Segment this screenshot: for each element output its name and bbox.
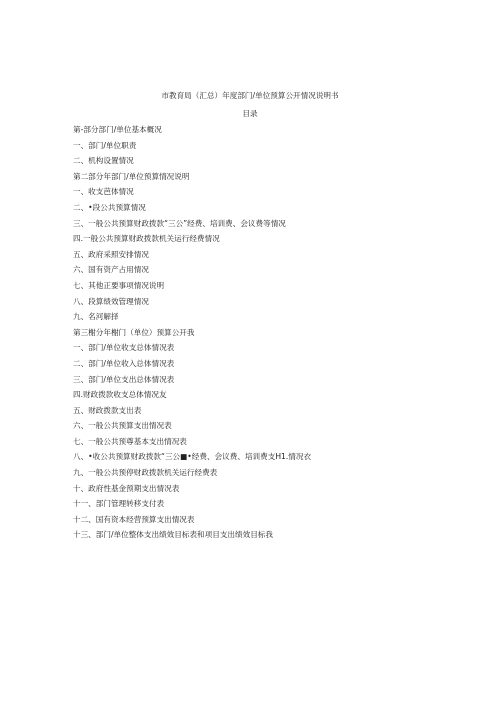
toc-item: 十二、国有资本经营预算支出情况表	[73, 514, 195, 524]
toc-item: 六、一般公共预算支出情况表	[73, 421, 172, 431]
toc-item: 一、部门/单位职责	[73, 140, 137, 150]
toc-item: 四.财政拨款收支总体情况友	[73, 390, 167, 400]
toc-item: 四.一般公共预算财政拨款机关运行经费情况	[73, 234, 220, 244]
toc-item: 十三、部门/单位整体支出绩效目标表和项目支出绩效目标我	[73, 530, 273, 540]
toc-item: 八、•收公共预算财政拨款“三公■•经费、会议费、培训费支H1.情况衣	[73, 452, 312, 462]
toc-item: 三、一般公共预算财政拨款“三公”经费、培训费、会议费等情况	[73, 218, 286, 228]
toc-heading: 目录	[242, 109, 258, 118]
toc-item: 第二部分年部门/单位预算情况说明	[73, 171, 190, 181]
toc-item: 十一、部门管理转移支付表	[73, 499, 165, 509]
toc-item: 第三榭分年榭门（单位）预算公开我	[73, 327, 195, 337]
document-title: 市教育局（汇总）年度部门/单位预算公开情况说明书	[161, 91, 339, 100]
toc-item: 九、一般公共预停财政拨款机关运行经费表	[73, 468, 218, 478]
toc-item: 七、一般公共预尊基本支出情况表	[73, 436, 187, 446]
toc-item: 七、其他正要事项情况说明	[73, 280, 165, 290]
toc-item: 九、名河解择	[73, 312, 119, 322]
toc-item: 二、•段公共预算情况	[73, 202, 146, 212]
toc-item: 一、收支芭体情况	[73, 187, 134, 197]
table-of-contents	[73, 124, 473, 545]
toc-item: 二、部门/单位收入总体情况表	[73, 358, 175, 368]
toc-item: 三、部门/单位支出总体情况表	[73, 374, 175, 384]
toc-item: 二、机构设置情况	[73, 156, 134, 166]
toc-item: 第-部分部门/单位基本概况	[73, 125, 162, 134]
toc-item: 五、政府采照安排情况	[73, 249, 149, 259]
toc-item: 五、财政拨款支出表	[73, 405, 142, 415]
toc-item: 八、段算绩效管理情况	[73, 296, 149, 306]
toc-item: 十、政府性基金预期支出情况表	[73, 483, 180, 493]
toc-item: 一、部门/单位收支总体情况表	[73, 343, 175, 353]
toc-item: 六、国有资产占用情况	[73, 265, 149, 275]
